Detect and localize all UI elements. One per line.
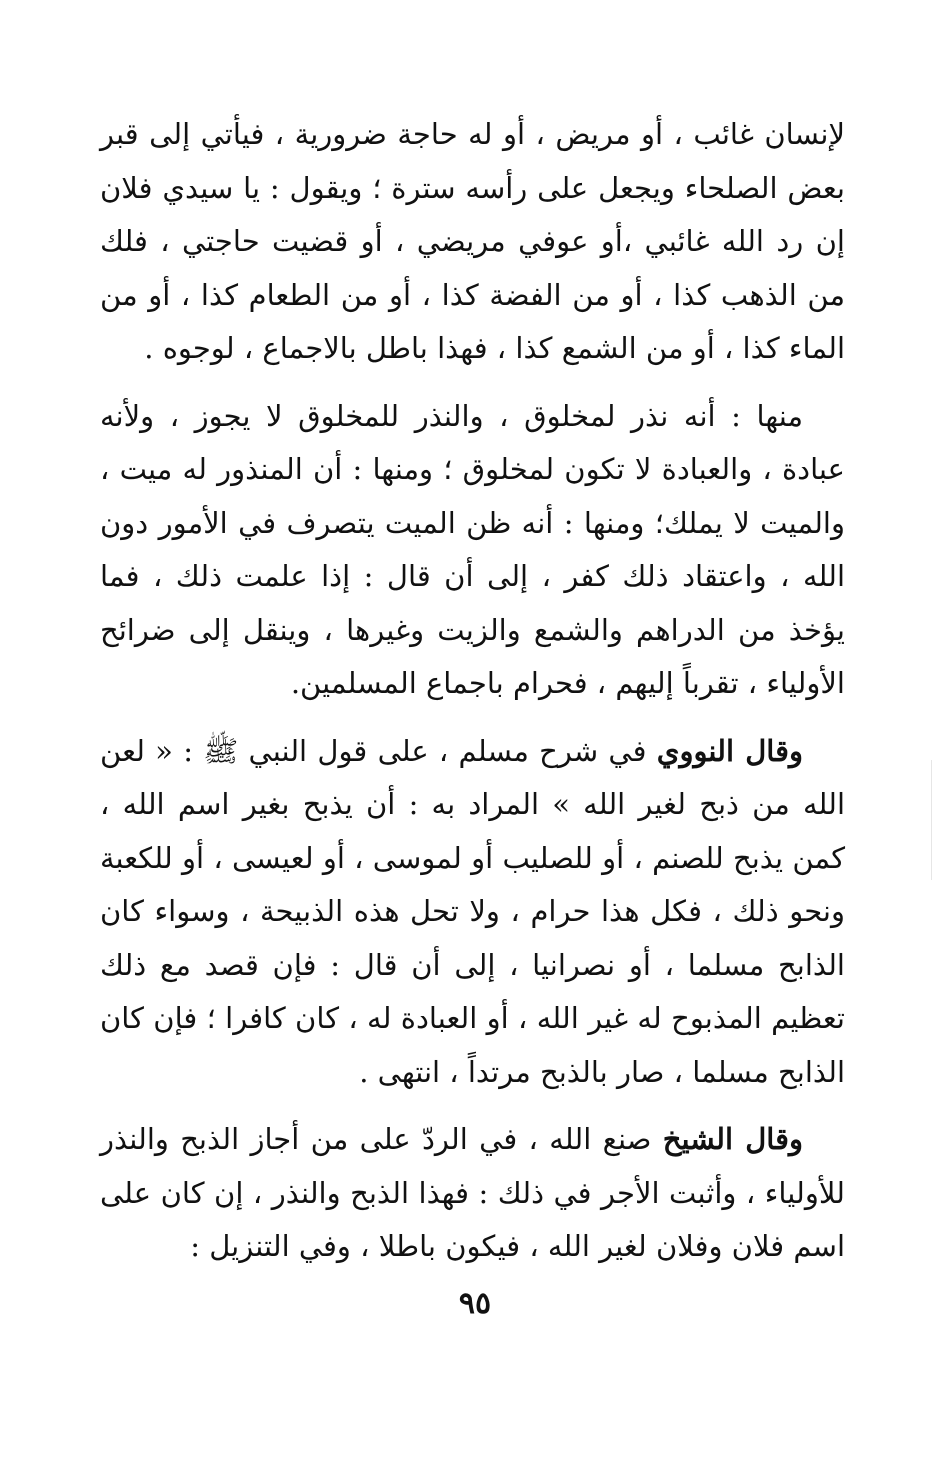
- paragraph-3-text: في شرح مسلم ، على قول النبي ﷺ : « لعن الله من ذبح لغير الله » المراد به : أن يذبح بغير اسم الله ، كمن يذبح للصنم ، أو للصليب أو لموسى ، أو لعيسى ، أو للكعبة ونحو ذلك ، فكل هذا حرام ، ولا تحل هذه الذبيحة ، وسواء كان الذابح مسلما ، أو نصرانيا ، إلى أن قال : فإن قصد مع ذلك تعظيم المذبوح له غير الله ، أو العبادة له ، كان كافرا ؛ فإن كان الذابح مسلما ، صار بالذبح مرتداً ، انتهى .: [100, 733, 845, 1089]
- page-body: [100, 108, 845, 1288]
- paragraph-4-lead: وقال الشيخ: [662, 1122, 803, 1156]
- paragraph-3-lead: وقال النووي: [656, 733, 804, 768]
- paragraph-1: [100, 108, 845, 376]
- paragraph-3: [100, 725, 845, 1100]
- paragraph-1-text: لإنسان غائب ، أو مريض ، أو له حاجة ضرورية ، فيأتي إلى قبر بعض الصلحاء ويجعل على رأسه سترة ؛ ويقول : يا سيدي فلان إن رد الله غائبي ،أو عوفي مريضي ، أو قضيت حاجتي ، فلك من الذهب كذا ، أو من الفضة كذا ، أو من الطعام كذا ، أو من الماء كذا ، أو من الشمع كذا ، فهذا باطل بالاجماع ، لوجوه .: [100, 117, 845, 365]
- paragraph-4-text: صنع الله ، في الردّ على من أجاز الذبح والنذر للأولياء ، وأثبت الأجر في ذلك : فهذا الذبح والنذر ، إن كان على اسم فلان وفلان لغير الله ، فيكون باطلا ، وفي التنزيل :: [100, 1122, 845, 1263]
- page-edge-mark: [931, 760, 932, 880]
- page-number: ٩٥: [458, 1286, 492, 1321]
- paragraph-2-text: منها : أنه نذر لمخلوق ، والنذر للمخلوق لا يجوز ، ولأنه عبادة ، والعبادة لا تكون لمخلوق ؛ ومنها : أن المنذور له ميت ، والميت لا يملك؛ ومنها : أنه ظن الميت يتصرف في الأمور دون الله ، واعتقاد ذلك كفر ، إلى أن قال : إذا علمت ذلك ، فما يؤخذ من الدراهم والشمع والزيت وغيرها ، وينقل إلى ضرائح الأولياء ، تقرباً إليهم ، فحرام باجماع المسلمين.: [100, 398, 845, 700]
- paragraph-4: [100, 1113, 845, 1274]
- paragraph-2: [100, 390, 845, 711]
